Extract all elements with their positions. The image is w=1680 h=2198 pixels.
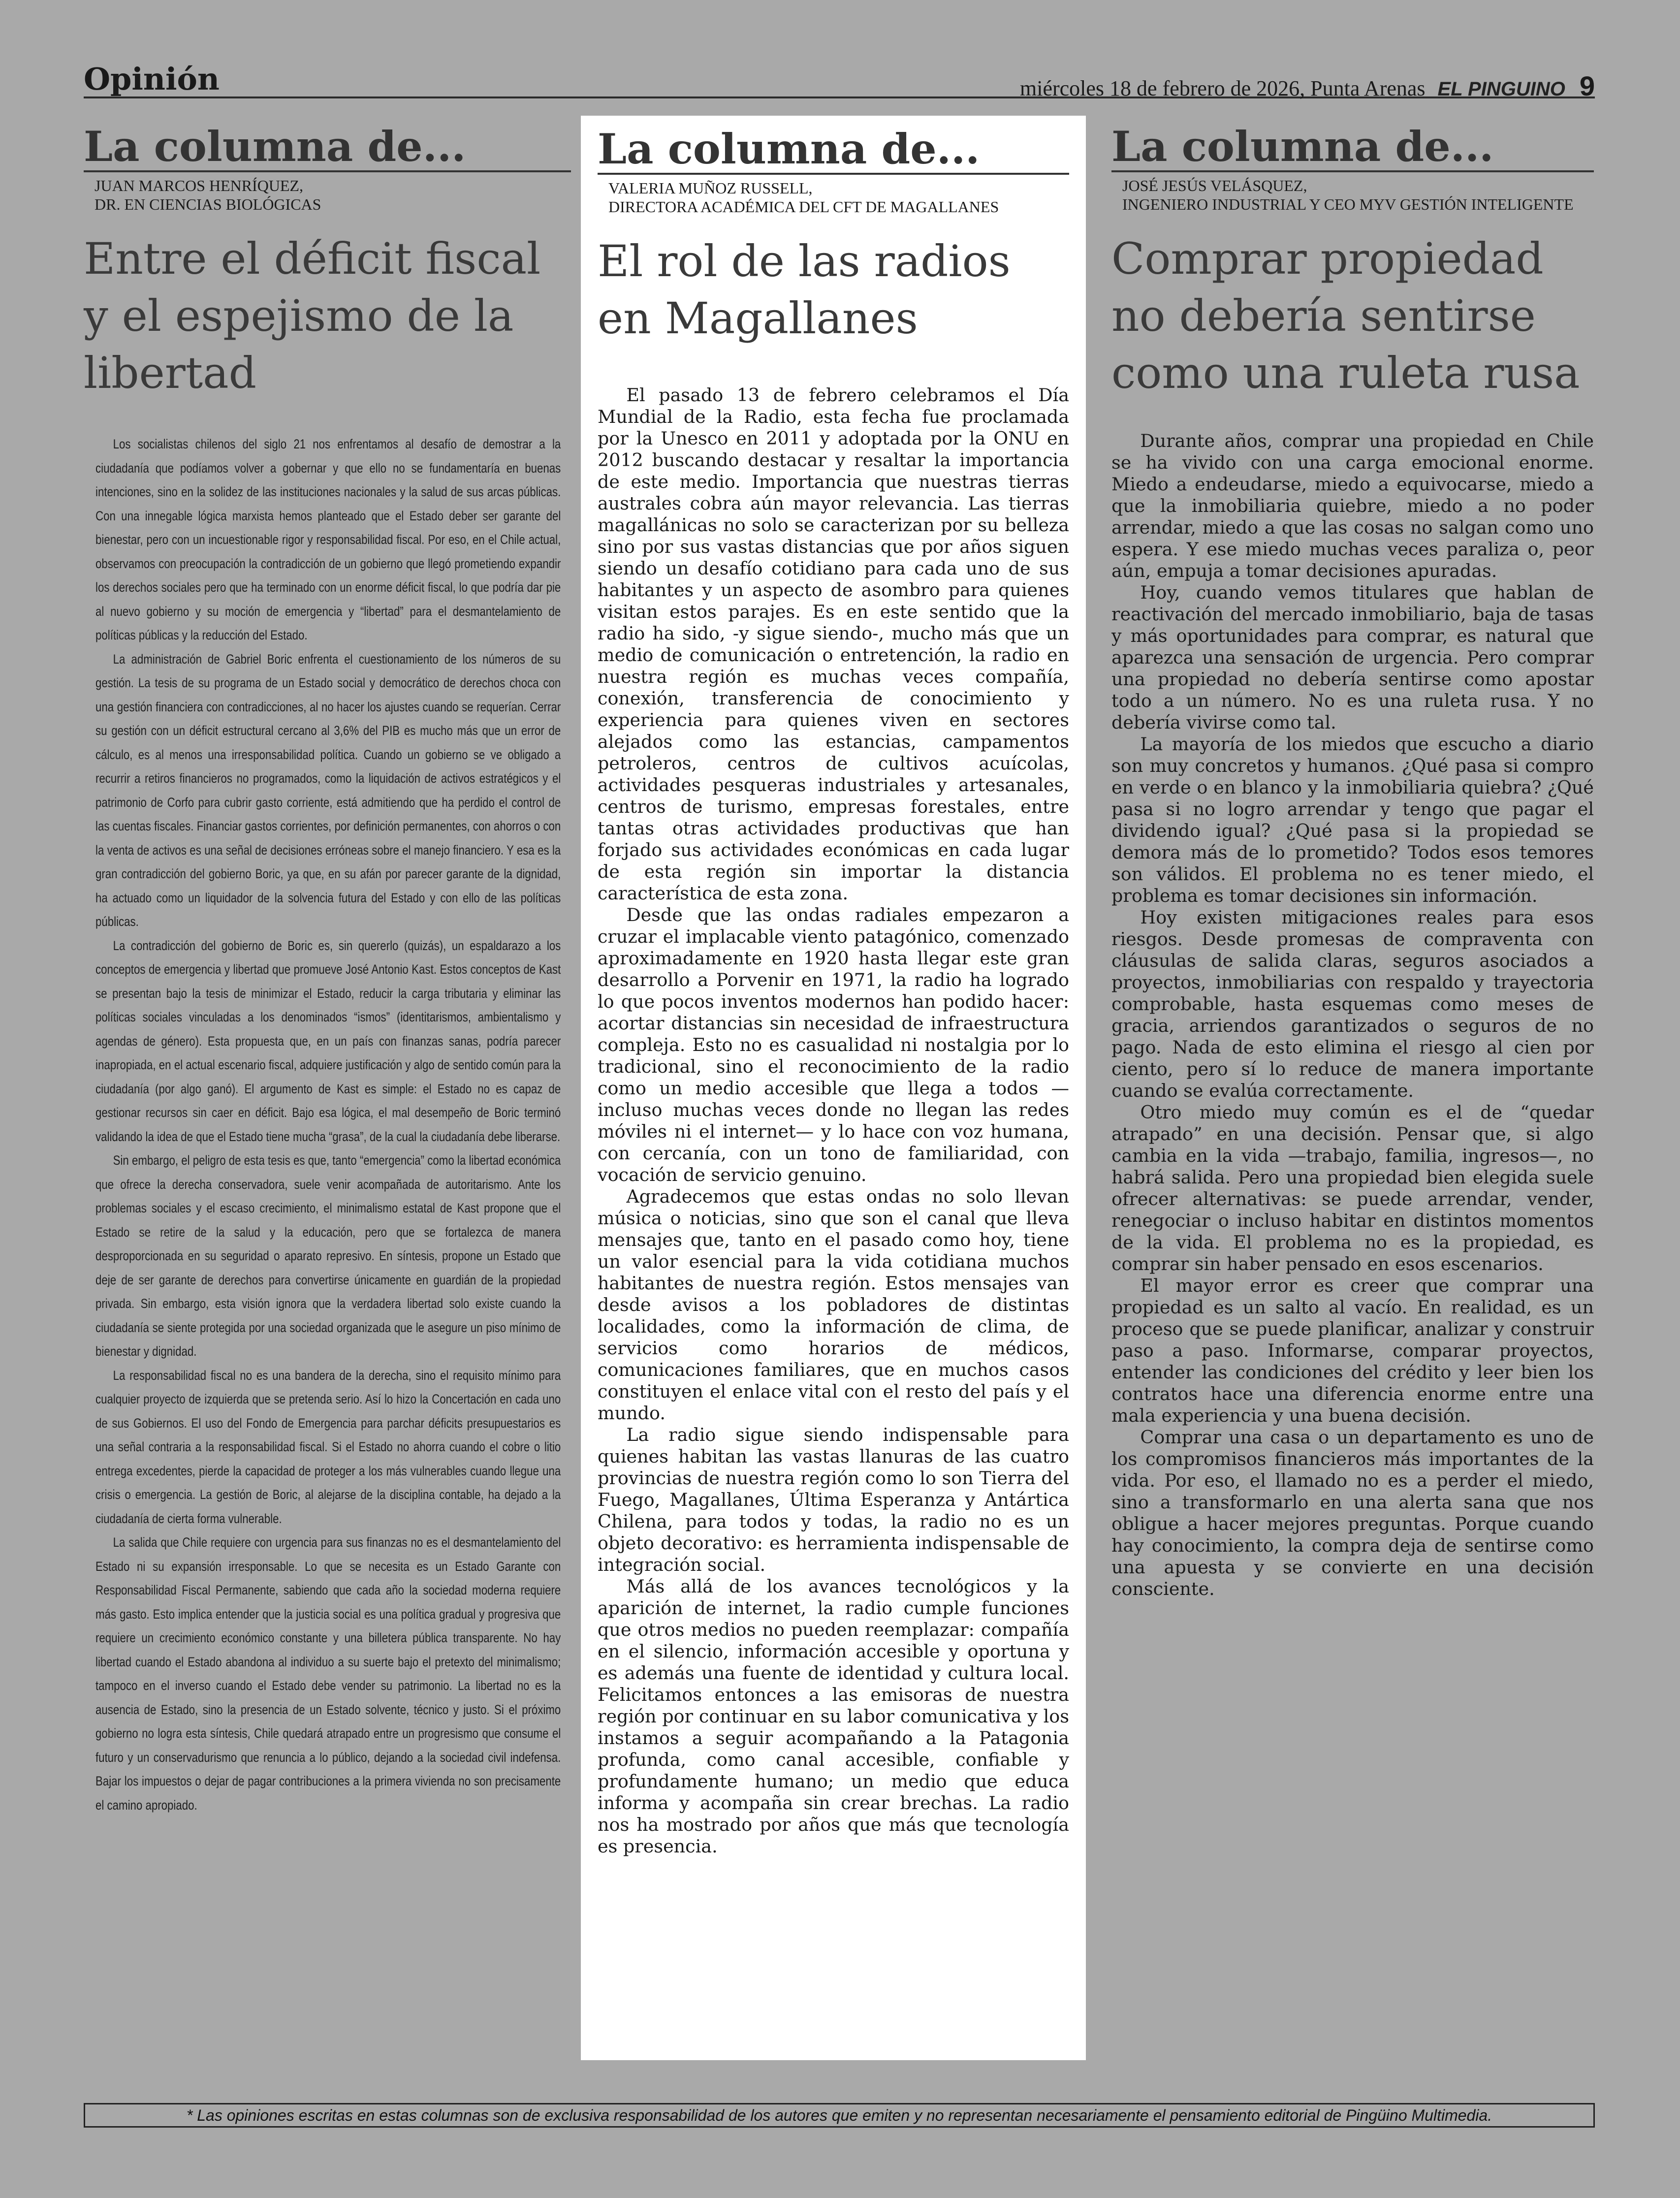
paragraph: Los socialistas chilenos del siglo 21 nos enfrentamos al desafío de demostrar a la ciudadanía que podíamos volver a gobernar y que ello no se fundamentaría en buenas intenciones, sino en la solidez de las instituciones nacionales y la salud de sus arcas públicas. Con una innegable lógica marxista hemos planteado que el Estado deber ser garante del bienestar, pero con un incuestionable rigor y responsabilidad fiscal. Por eso, en el Chile actual, observamos con preocupación la contradicción de un gobierno que llegó prometiendo expandir los derechos sociales pero que ha terminado con un enorme déficit fiscal, lo que podría dar pie al nuevo gobierno y su moción de emergencia y “libertad” para el desmantelamiento de políticas públicas y la reducción del Estado. bbox=[95, 437, 561, 642]
column-2 bbox=[581, 116, 1086, 2060]
paragraph: El pasado 13 de febrero celebramos el Día Mundial de la Radio, esta fecha fue proclamada por la Unesco en 2011 y adoptada por la ONU en 2012 buscando destacar y resaltar la importancia de este medio. Importancia que nuestras tierras australes cobra aún mayor relevancia. Las tierras magallánicas no solo se caracterizan por su belleza sino por sus vastas distancias que por años siguen siendo un desafío cotidiano para cada uno de sus habitantes y un aspecto de asombro para quienes visitan estos parajes. Es en este sentido que la radio ha sido, -y sigue siendo-, mucho más que un medio de comunicación o entretención, la radio en nuestra región es muchas veces compañía, conexión, transferencia de conocimiento y experiencia para quienes viven en sectores alejados como las estancias, campamentos petroleros, centros de cultivos acuícolas, actividades pesqueras industriales y artesanales, centros de turismo, empresas forestales, entre tantas otras actividades productivas que han forjado sus actividades económicas en cada lugar de esta región sin importar la distancia característica de esta zona. bbox=[598, 384, 1069, 904]
author-title: DR. EN CIENCIAS BIOLÓGICAS bbox=[95, 195, 321, 213]
paragraph: Otro miedo muy común es el de “quedar atrapado” en una decisión. Pensar que, si algo cambia en la vida —trabajo, familia, ingresos—, no habrá salida. Pero una propiedad bien elegida suele ofrecer alternativas: se puede arrendar, vender, renegociar o incluso habitar en distintos momentos de la vida. El problema no es la propiedad, es comprar sin haber pensado en esos escenarios. bbox=[1111, 1102, 1594, 1274]
column-kicker: La columna de... bbox=[598, 126, 1069, 175]
section-title: Opinión bbox=[84, 61, 220, 97]
author-title: INGENIERO INDUSTRIAL Y CEO MYV GESTIÓN INTELIGENTE bbox=[1122, 195, 1574, 213]
column-3 bbox=[1111, 123, 1594, 1600]
paragraph: Hoy, cuando vemos titulares que hablan de reactivación del mercado inmobiliario, baja de tasas y más oportunidades para comprar, es natural que aparezca una sensación de urgencia. Pero comprar una propiedad no debería sentirse como apostar todo a un número. No es una ruleta rusa. Y no debería vivirse como tal. bbox=[1111, 582, 1594, 733]
column-kicker: La columna de... bbox=[1111, 123, 1594, 172]
page-header bbox=[84, 59, 1595, 101]
paragraph: La contradicción del gobierno de Boric es, sin quererlo (quizás), un espaldarazo a los conceptos de emergencia y libertad que promueve José Antonio Kast. Estos conceptos de Kast se presentan bajo la tesis de minimizar el Estado, reducir la carga tributaria y eliminar las políticas sociales vinculadas a los denominados “ismos” (identitarismos, ambientalismo y agendas de género). Esta propuesta que, en un país con finanzas sanas, podría parecer inapropiada, en el actual escenario fiscal, adquiere justificación y algo de sentido común para la ciudadanía (por algo ganó). El argumento de Kast es simple: el Estado no es capaz de gestionar recursos sin caer en déficit. Bajo esa lógica, el mal desempeño de Boric terminó validando la idea de que el Estado tiene mucha “grasa”, de la cual la ciudadanía debe liberarse. bbox=[95, 938, 561, 1144]
paragraph: Sin embargo, el peligro de esta tesis es que, tanto “emergencia” como la libertad económica que ofrece la derecha conservadora, suele venir acompañada de autoritarismo. Ante los problemas sociales y el escaso crecimiento, el minimalismo estatal de Kast propone que el Estado se retire de la salud y la educación, pero que se fortalezca de manera desproporcionada en su seguridad o aparato represivo. En síntesis, propone un Estado que deje de ser garante de derechos para convertirse únicamente en guardián de la propiedad privada. Sin embargo, esta visión ignora que la verdadera libertad solo existe cuando la ciudadanía se siente protegida por una sociedad organizada que le asegure un piso mínimo de bienestar y dignidad. bbox=[95, 1153, 561, 1359]
column-kicker: La columna de... bbox=[84, 123, 571, 172]
article-headline: Comprar propiedad no debería sentirse como una ruleta rusa bbox=[1111, 233, 1580, 398]
paragraph: Más allá de los avances tecnológicos y la aparición de internet, la radio cumple funciones que otros medios no pueden reemplazar: compañía en el silencio, información accesible y oportuna y es además una fuente de identidad y cultura local. Felicitamos entonces a las emisoras de nuestra región por continuar en su labor comunicativa y los instamos a seguir acompañando a la Patagonia profunda, como canal accesible, confiable y profundamente humano; un medio que educa informa y acompaña sin crear brechas. La radio nos ha mostrado por años que más que tecnología es presencia. bbox=[598, 1576, 1069, 1857]
paragraph: El mayor error es creer que comprar una propiedad es un salto al vacío. En realidad, es un proceso que se puede planificar, analizar y construir paso a paso. Informarse, comparar proyectos, entender las condiciones del crédito y leer bien los contratos hace una diferencia enorme entre una mala experiencia y una buena decisión. bbox=[1111, 1275, 1594, 1426]
paragraph: La responsabilidad fiscal no es una bandera de la derecha, sino el requisito mínimo para cualquier proyecto de izquierda que se pretenda serio. Así lo hizo la Concertación en cada uno de sus Gobiernos. El uso del Fondo de Emergencia para parchar déficits presupuestarios es una señal contraria a la responsabilidad fiscal. Si el Estado no ahorra cuando el cobre o litio entrega excedentes, pierde la capacidad de proteger a los más vulnerables cuando llegue una crisis o emergencia. La gestión de Boric, al alejarse de la disciplina contable, ha dejado a la ciudadanía de cierta forma vulnerable. bbox=[95, 1368, 561, 1526]
author-title: DIRECTORA ACADÉMICA DEL CFT DE MAGALLANES bbox=[608, 198, 999, 216]
article-body bbox=[598, 384, 1069, 1857]
disclaimer-footer: * Las opiniones escritas en estas columnas son de exclusiva responsabilidad de los autores que emiten y no representan necesariamente el pensamiento editorial de Pingüino Multimedia. bbox=[84, 2103, 1595, 2128]
paragraph: La administración de Gabriel Boric enfrenta el cuestionamiento de los números de su gestión. La tesis de su programa de un Estado social y democrático de derechos choca con una gestión financiera con contradicciones, al no hacer los ajustes cuando se requerían. Cerrar su gestión con un déficit estructural cercano al 3,6% del PIB es mucho más que un error de cálculo, es al menos una irresponsabilidad política. Cuando un gobierno se ve obligado a recurrir a retiros financieros no programados, como la liquidación de activos estratégicos y el patrimonio de Corfo para cubrir gasto corriente, está admitiendo que ha perdido el control de las cuentas fiscales. Financiar gastos corrientes, por definición permanentes, con ahorros o con la venta de activos es una señal de decisiones erróneas sobre el manejo financiero. Y esa es la gran contradicción del gobierno Boric, ya que, en su afán por parecer garante de la dignidad, ha actuado como un liquidador de la solvencia futura del Estado y con ello de las políticas públicas. bbox=[95, 651, 561, 929]
paragraph: Comprar una casa o un departamento es uno de los compromisos financieros más importantes de la vida. Por eso, el llamado no es a perder el miedo, sino a transformarlo en una alerta sana que nos obligue a hacer mejores preguntas. Porque cuando hay conocimiento, la compra deja de sentirse como una apuesta y se convierte en una decisión consciente. bbox=[1111, 1427, 1594, 1599]
paragraph: Agradecemos que estas ondas no solo llevan música o noticias, sino que son el canal que lleva mensajes que, tanto en el pasado como hoy, tiene un valor esencial para la vida cotidiana muchos habitantes de nuestra región. Estos mensajes van desde avisos a los pobladores de distintas localidades, como la información de clima, de servicios como horarios de médicos, comunicaciones familiares, que en muchos casos constituyen el enlace vital con el resto del país y el mundo. bbox=[598, 1186, 1069, 1424]
article-headline: Entre el déficit fiscal y el espejismo de la libertad bbox=[84, 233, 541, 398]
paragraph: La mayoría de los miedos que escucho a diario son muy concretos y humanos. ¿Qué pasa si compro en verde o en blanco y la inmobiliaria quiebra? ¿Qué pasa si no logro arrendar y tengo que pagar el dividendo igual? ¿Qué pasa si la propiedad se demora más de lo prometido? Todos esos temores son válidos. El problema no es tener miedo, el problema es tomar decisiones sin información. bbox=[1111, 733, 1594, 906]
date-text: miércoles 18 de febrero de 2026, Punta Arenas bbox=[1020, 76, 1426, 100]
paragraph: Durante años, comprar una propiedad en Chile se ha vivido con una carga emocional enorme. Miedo a endeudarse, miedo a equivocarse, miedo a que la inmobiliaria quiebre, miedo a no poder arrendar, miedo a que las cosas no salgan como uno espera. Y ese miedo muchas veces paraliza o, peor aún, empuja a tomar decisiones apuradas. bbox=[1111, 430, 1594, 581]
newspaper-logo: EL PINGUINO bbox=[1437, 78, 1565, 100]
author-name: JOSÉ JESÚS VELÁSQUEZ, bbox=[1122, 177, 1307, 194]
article-headline: El rol de las radios en Magallanes bbox=[598, 236, 1011, 344]
paragraph: Desde que las ondas radiales empezaron a cruzar el implacable viento patagónico, comenzado aproximadamente en 1920 hasta llegar este gran desarrollo a Porvenir en 1971, la radio ha logrado lo que pocos inventos modernos han podido hacer: acortar distancias sin necesidad de infraestructura compleja. Esto no es casualidad ni nostalgia por lo tradicional, sino el reconocimiento de la radio como un medio accesible que llega a todos —incluso muchas veces donde no llegan las redes móviles ni el internet— y lo hace con voz humana, con cercanía, con un tono de familiaridad, con vocación de servicio genuino. bbox=[598, 904, 1069, 1185]
article-body bbox=[1111, 430, 1594, 1600]
article-body bbox=[84, 432, 571, 1817]
paragraph: Hoy existen mitigaciones reales para esos riesgos. Desde promesas de compraventa con cláusulas de salida claras, seguros asociados a proyectos, inmobiliarias con respaldo y trayectoria comprobable, hasta esquemas como meses de gracia, arriendos garantizados o seguros de no pago. Nada de esto elimina el riesgo al cien por ciento, pero sí lo reduce de manera importante cuando se evalúa correctamente. bbox=[1111, 907, 1594, 1101]
column-1 bbox=[84, 123, 571, 1817]
paragraph: La salida que Chile requiere con urgencia para sus finanzas no es el desmantelamiento del Estado ni su expansión irresponsable. Lo que se necesita es un Estado Garante con Responsabilidad Fiscal Permanente, sabiendo que cada año la sociedad moderna requiere más gasto. Esto implica entender que la justicia social es una política gradual y progresiva que requiere un crecimiento económico constante y una billetera pública transparente. No hay libertad cuando el Estado abandona al individuo a su suerte bajo el pretexto del minimalismo; tampoco en el inverso cuando el Estado debe vender su patrimonio. La libertad no es la ausencia de Estado, sino la presencia de un Estado solvente, técnico y justo. Si el próximo gobierno no logra esta síntesis, Chile quedará atrapado entre un progresismo que consume el futuro y un conservadurismo que renuncia a lo público, dejando a la sociedad civil indefensa. Bajar los impuestos o dejar de pagar contribuciones a la primera vivienda no son precisamente el camino apropiado. bbox=[95, 1535, 561, 1813]
dateline bbox=[1020, 70, 1595, 102]
author-name: JUAN MARCOS HENRÍQUEZ, bbox=[95, 177, 304, 194]
paragraph: La radio sigue siendo indispensable para quienes habitan las vastas llanuras de las cuatro provincias de nuestra región como lo son Tierra del Fuego, Magallanes, Última Esperanza y Antártica Chilena, para todos y todas, la radio no es un objeto decorativo: es herramienta indispensable de integración social. bbox=[598, 1424, 1069, 1575]
author-name: VALERIA MUÑOZ RUSSELL, bbox=[608, 179, 813, 197]
page-number: 9 bbox=[1579, 70, 1595, 101]
